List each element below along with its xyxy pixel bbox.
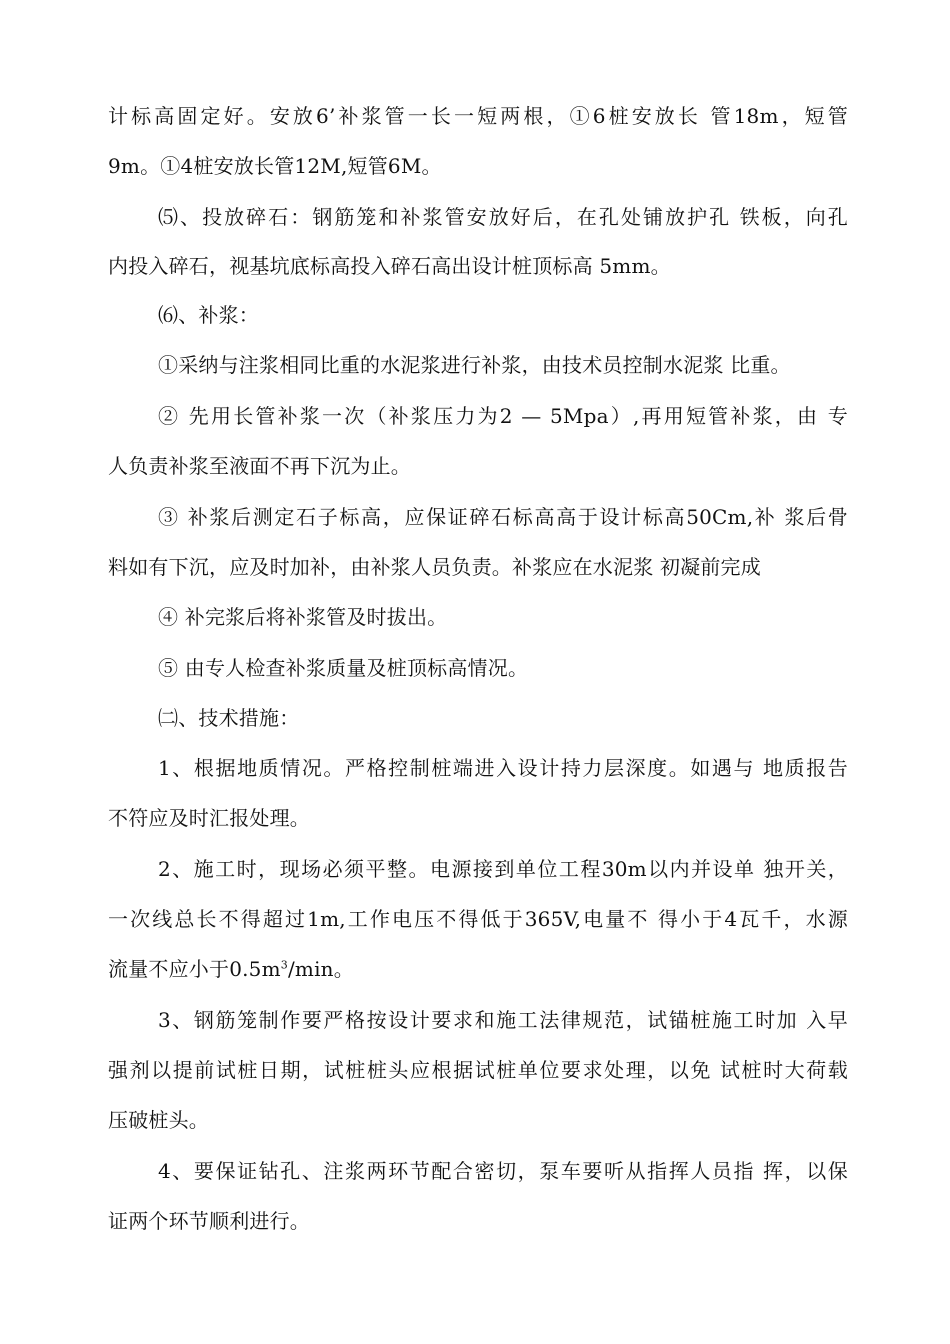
text-line: 一次线总长不得超过1m,工作电压不得低于365V,电量不 得小于4瓦千，水源 (108, 907, 848, 931)
text-line: ⑸、投放碎石：钢筋笼和补浆管安放好后，在孔处铺放护孔 铁板，向孔 (158, 205, 848, 229)
text-line: 4、要保证钻孔、注浆两环节配合密切，泵车要听从指挥人员指 挥，以保 (158, 1159, 848, 1183)
text-segment: 流量不应小于0.5m (108, 957, 281, 981)
text-line: 计标高固定好。安放6’补浆管一长一短两根，①6桩安放长 管18m，短管 (108, 104, 848, 128)
text-line: ⑤ 由专人检查补浆质量及桩顶标高情况。 (158, 656, 529, 680)
text-line: ② 先用长管补浆一次（补浆压力为2 — 5Mpa）,再用短管补浆，由 专 (158, 404, 848, 428)
text-line: 9m。①4桩安放长管12M,短管6M。 (108, 154, 442, 178)
text-line: 1、根据地质情况。严格控制桩端进入设计持力层深度。如遇与 地质报告 (158, 756, 848, 780)
text-line: 料如有下沉，应及时加补，由补浆人员负责。补浆应在水泥浆 初凝前完成 (108, 555, 761, 579)
text-line: 2、施工时，现场必须平整。电源接到单位工程30m以内并设单 独开关， (158, 857, 848, 881)
text-line: ③ 补浆后测定石子标高，应保证碎石标高高于设计标高50Cm,补 浆后骨 (158, 505, 848, 529)
text-line: 3、钢筋笼制作要严格按设计要求和施工法律规范，试锚桩施工时加 入早 (158, 1008, 848, 1032)
text-line: 压破桩头。 (108, 1108, 209, 1132)
text-line: ①采纳与注浆相同比重的水泥浆进行补浆，由技术员控制水泥浆 比重。 (158, 353, 791, 377)
text-line: ④ 补完浆后将补浆管及时拔出。 (158, 605, 448, 629)
text-line: 不符应及时汇报处理。 (108, 806, 310, 830)
text-line: 证两个环节顺利进行。 (108, 1209, 310, 1233)
text-line (108, 956, 848, 982)
text-segment: /min。 (287, 957, 354, 981)
text-line: 人负责补浆至液面不再下沉为止。 (108, 454, 411, 478)
text-line: 强剂以提前试桩日期，试桩桩头应根据试桩单位要求处理，以免 试桩时大荷载 (108, 1058, 848, 1082)
section-heading: ⑹、补浆： (158, 303, 259, 327)
superscript-exponent: 3 (280, 958, 288, 972)
text-line: 内投入碎石，视基坑底标高投入碎石高出设计桩顶标高 5mm。 (108, 254, 671, 278)
section-heading: ㈡、技术措施： (158, 706, 300, 730)
